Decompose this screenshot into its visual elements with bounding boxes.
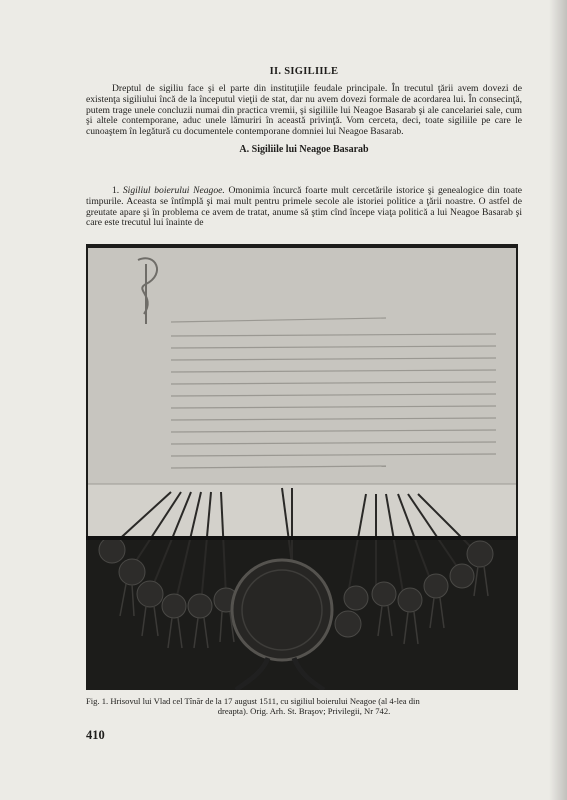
item-number: 1.: [112, 185, 120, 196]
seal-4: [162, 594, 186, 618]
caption-line-2: dreapta). Orig. Arh. St. Braşov; Privilegii, Nr 742.: [217, 705, 391, 716]
seal-8: [344, 586, 368, 610]
item-title: Sigiliul boierului Neagoe.: [122, 185, 225, 196]
caption-line-1: Fig. 1. Hrisovul lui Vlad cel Tînăr de la 17 august 1511, cu sigiliul boierului Neagoe (al 4-lea din: [86, 696, 420, 706]
figure-caption: [86, 697, 522, 716]
seal-3: [137, 581, 163, 607]
seal-13: [467, 541, 493, 567]
seal-ribbon: [236, 658, 324, 690]
seal-2: [119, 559, 145, 585]
intro-paragraph: Dreptul de sigiliu face şi el parte din instituţiile feudale principale. În trecutul ţării avem dovezi de existenţa sigiliului încă de la începutul vieţii de stat, dar nu avem dovezi formale de acordarea lui. În consecinţă, putem trage unele concluzii numai din practica vremii, şi sigiliile lui Neagoe Basarab şi ale cancelariei sale, cum şi altele contemporane, aduc unele lămuriri în această privinţă. Vom cerceta, deci, toate sigiliile pe care le cunoaştem în legătură cu documentele contemporane domniei lui Neagoe Basarab.: [86, 83, 522, 138]
seal-12: [450, 564, 474, 588]
seal-1: [99, 537, 125, 563]
seal-10: [398, 588, 422, 612]
seal-9: [372, 582, 396, 606]
section-heading: II. SIGILIILE: [269, 66, 339, 77]
item-text: Omonimia încurcă foarte mult cercetările istorice şi genealogice din toate timpurile. Aceasta se întîmplă şi mai mult pentru primele secole ale istoriei politice a ţării noastre. O astfel de greutate apare şi în problema ce avem de tratat, anume să ştim cînd începe viaţa politică a lui Neagoe Basarab şi care este trecutul lui înainte de: [86, 185, 522, 229]
princely-seal: [232, 560, 332, 660]
seal-7: [335, 611, 361, 637]
seal-5: [188, 594, 212, 618]
seal-11: [424, 574, 448, 598]
page-number: 410: [86, 728, 105, 742]
body-paragraph: [86, 186, 522, 229]
document-photograph: [86, 244, 518, 690]
subsection-heading: A. Sigiliile lui Neagoe Basarab: [239, 144, 369, 155]
